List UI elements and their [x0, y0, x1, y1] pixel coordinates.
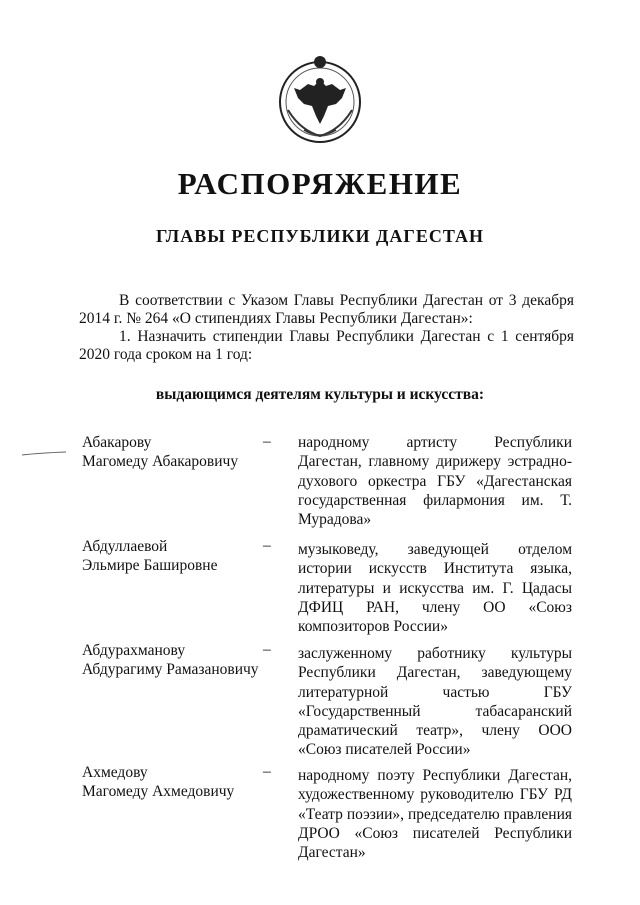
recipient-surname: Абакарову: [82, 434, 152, 451]
recipient-surname: Абдурахманову: [82, 642, 186, 659]
recipient-description: народному артисту Республики Дагестан, главному дирижеру эстрадно-духового оркестра ГБУ «Дагестанская государственная филармония им. Т. Мурадова»: [298, 434, 572, 529]
margin-mark: [20, 449, 68, 459]
dash: –: [263, 763, 271, 780]
recipient-name: [82, 763, 272, 801]
recipient-surname: Ахмедову: [82, 764, 148, 781]
recipient-given-name: Абдурагиму Рамазановичу: [82, 661, 259, 678]
recipient-name: [82, 537, 272, 575]
document-title: РАСПОРЯЖЕНИЕ: [177, 166, 463, 201]
recipient-surname: Абдуллаевой: [82, 538, 168, 555]
recipient-description: музыковеду, заведующей отделом истории искусств Института языка, литературы и искусства им. Г. Цадасы ДФИЦ РАН, члену ОО «Союз композиторов России»: [298, 541, 572, 636]
document-subtitle: ГЛАВЫ РЕСПУБЛИКИ ДАГЕСТАН: [156, 226, 484, 246]
coat-of-arms-icon: [270, 50, 370, 150]
recipient-given-name: Магомеду Абакаровичу: [82, 453, 239, 470]
recipient-name: [82, 433, 272, 471]
dash: –: [263, 537, 271, 554]
recipient-name: [82, 641, 272, 679]
recipient-description: народному поэту Республики Дагестан, художественному руководителю ГБУ РД «Театр поэзии», председателю правления ДРОО «Союз писателей Республики Дагестан»: [298, 767, 572, 862]
recipient-given-name: Магомеду Ахмедовичу: [82, 783, 235, 800]
category-heading: выдающимся деятелям культуры и искусства:: [155, 386, 485, 403]
preamble: [79, 292, 574, 364]
preamble-paragraph: В соответствии с Указом Главы Республики Дагестан от 3 декабря 2014 г. № 264 «О стипендиях Главы Республики Дагестан»:: [79, 292, 574, 327]
preamble-paragraph: 1. Назначить стипендии Главы Республики Дагестан с 1 сентября 2020 года сроком на 1 год:: [79, 328, 574, 363]
recipient-description: заслуженному работнику культуры Республики Дагестан, заведующему литературной частью ГБУ «Государственный табасаранский драматический театр», члену ООО «Союз писателей России»: [298, 645, 572, 759]
dash: –: [263, 433, 271, 450]
dash: –: [263, 641, 271, 658]
recipient-given-name: Эльмире Башировне: [82, 557, 218, 574]
